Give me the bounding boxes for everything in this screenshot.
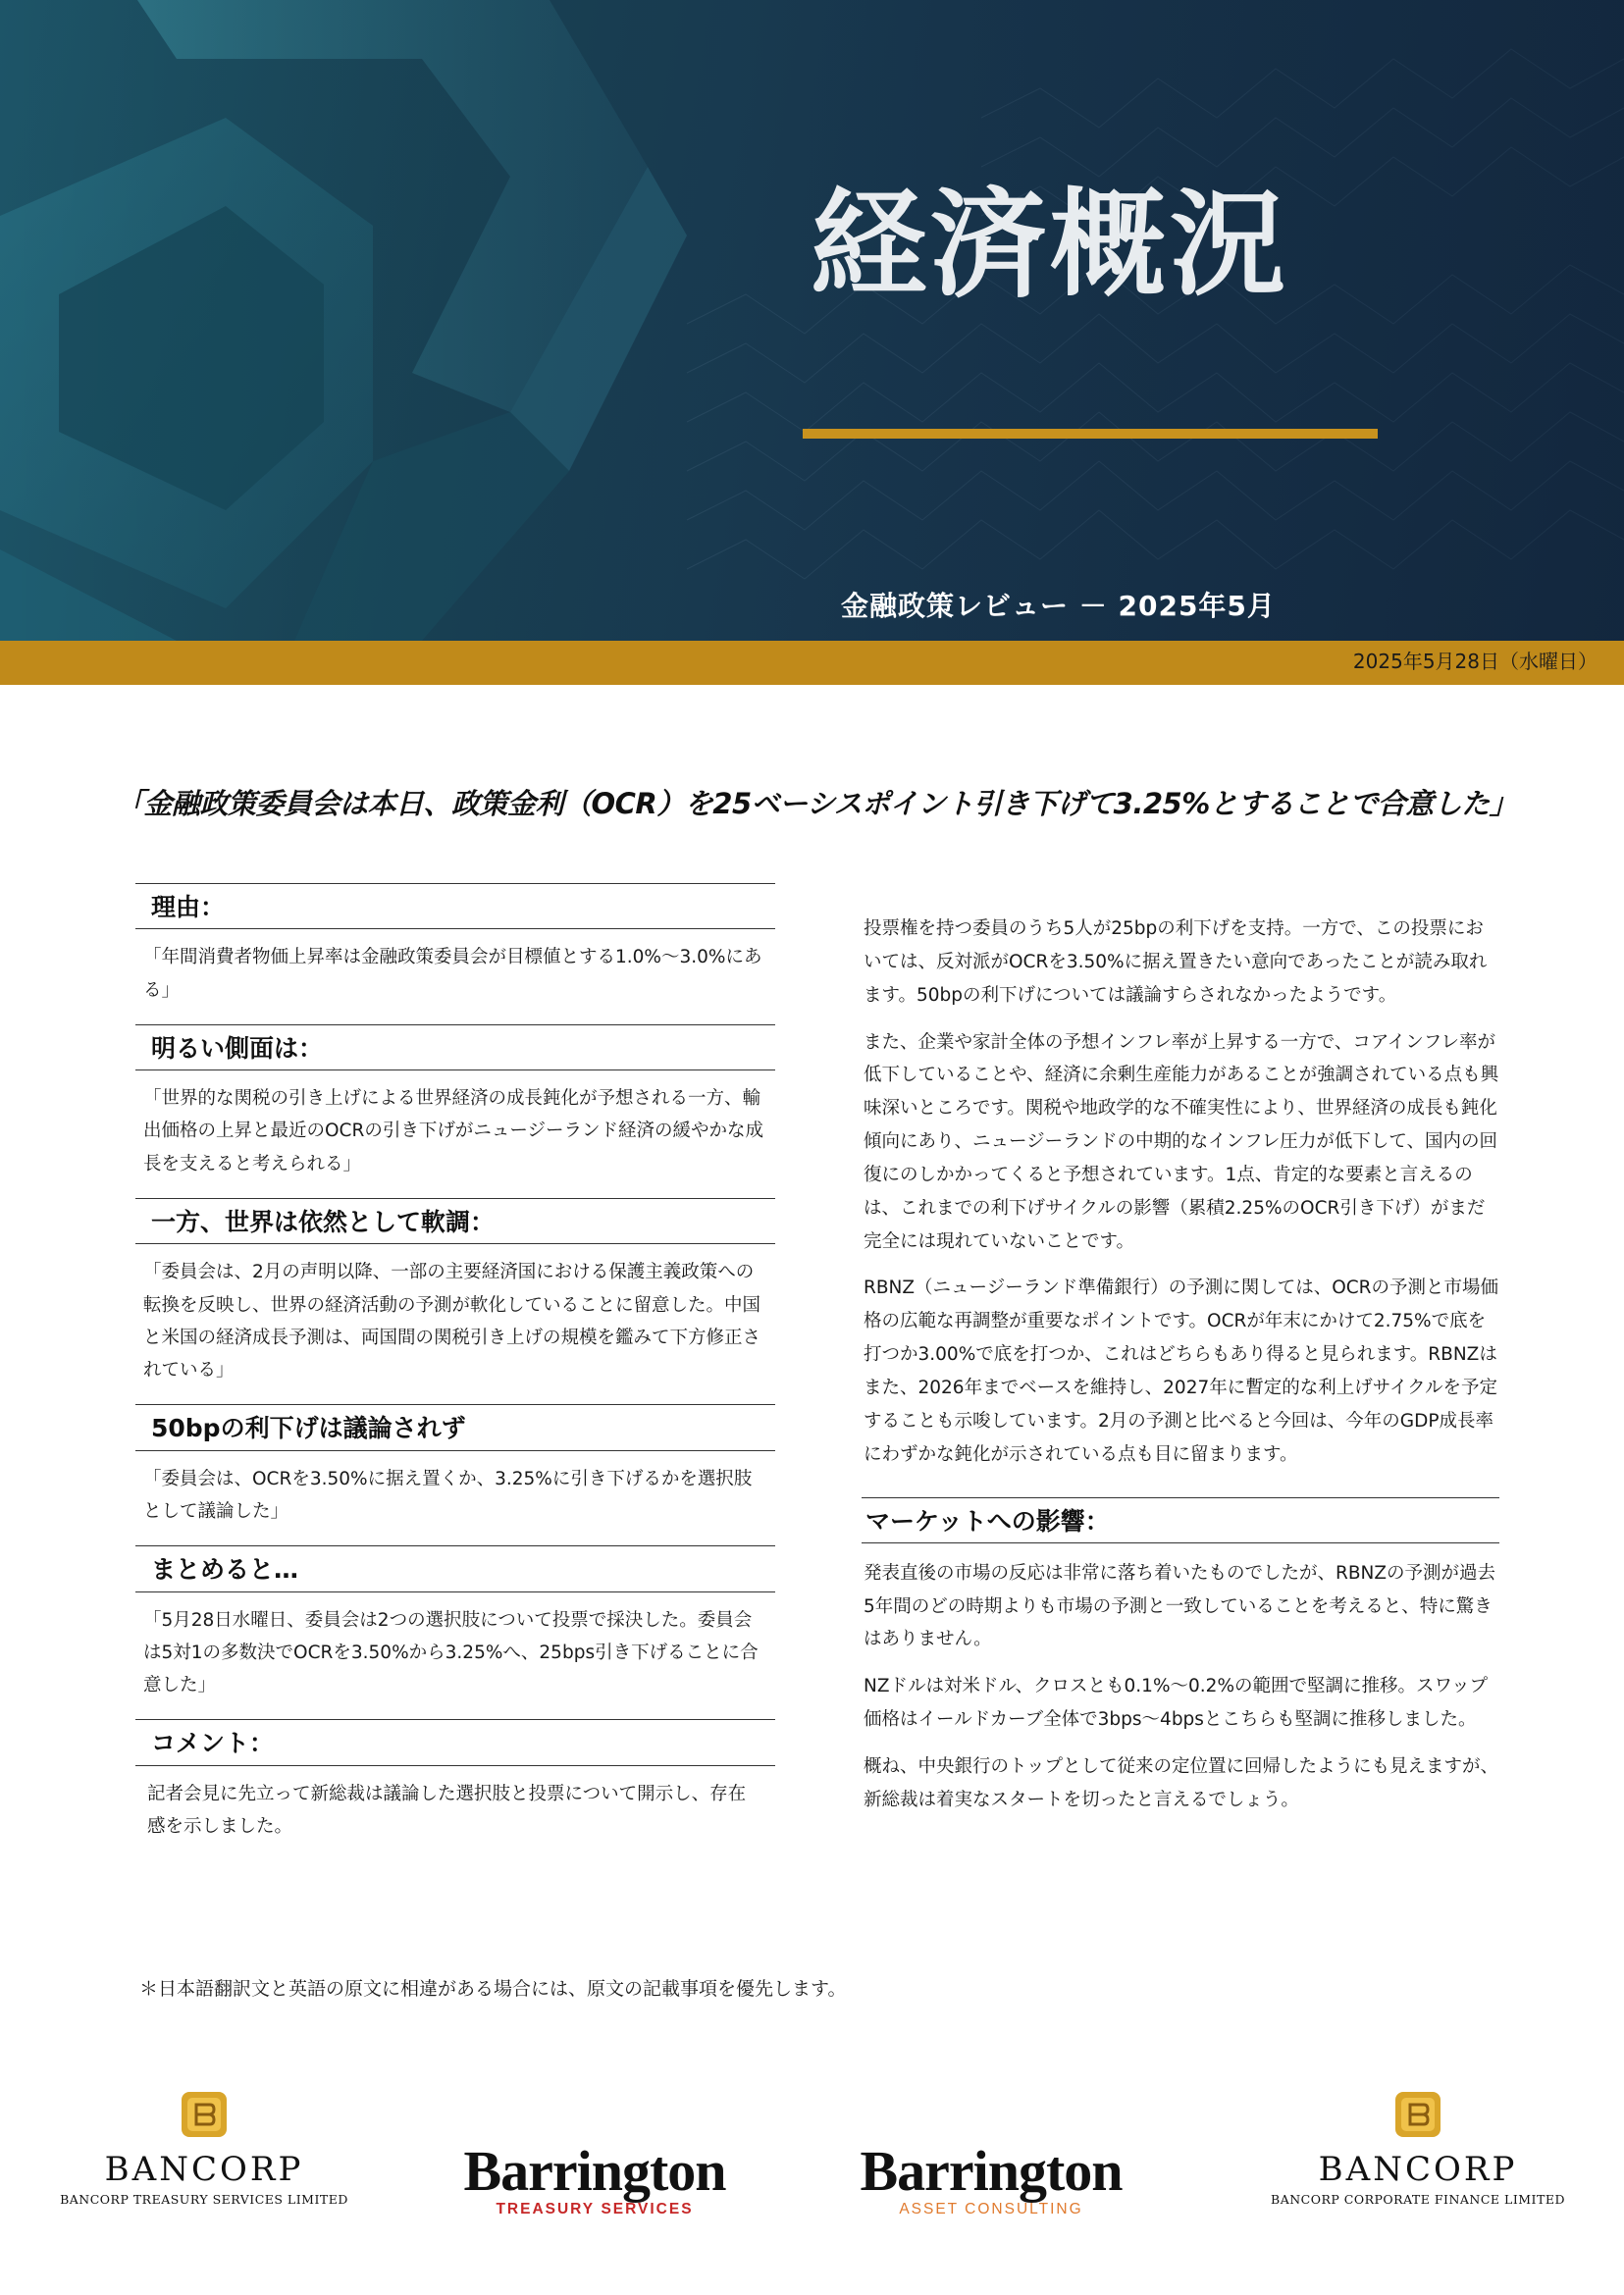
header-banner [0,0,1624,641]
bancorp-emblem-icon [180,2090,229,2139]
section-body-comment: 記者会見に先立って新総裁は議論した選択肢と投票について開示し、存在感を示しました。 [147,1783,747,1837]
bancorp-emblem-icon [1393,2090,1442,2139]
bancorp-wordmark: BANCORP [1318,2150,1518,2189]
section-body-50bp: 「委員会は、OCRを3.50%に据え置くか、3.25%に引き下げるかを選択肢として議論した」 [143,1468,753,1522]
right-column [862,913,1499,1831]
paragraph-rbnz-forecast: RBNZ（ニュージーランド準備銀行）の予測に関しては、OCRの予測と市場価格の広範な再調整が重要なポイントです。OCRが年末にかけて2.75%で底を打つか3.00%で底を打つか、これはどちらもあり得ると見られます。RBNZはまた、2026年までベースを維持し、2027年に暫定的な利上げサイクルを予定することも示唆しています。2月の予測と比べると今回は、今年のGDP成長率にわずかな鈍化が示されている点も目に留まります。 [864,1278,1499,1465]
treasury-label: TREASURY [496,2201,596,2217]
publication-date: 2025年5月28日（水曜日） [1352,650,1598,673]
barrington-wordmark: Barrington [463,2139,726,2203]
section-heading-world-weak: 一方、世界は依然として軟調： [135,1198,775,1244]
section-heading-market-impact: マーケットへの影響： [862,1497,1499,1543]
paragraph-conclusion: 概ね、中央銀行のトップとして従来の定位置に回帰したようにも見えますが、新総裁は着実なスタートを切ったと言えるでしょう。 [864,1755,1498,1810]
barrington-treasury-logo [447,2139,742,2217]
section-body-bright-side: 「世界的な関税の引き上げによる世界経済の成長鈍化が予想される一方、輸出価格の上昇と最近のOCRの引き下げがニュージーランド経済の緩やかな成長を支えると考えられる」 [143,1088,763,1174]
section-body-reason: 「年間消費者物価上昇率は金融政策委員会が目標値とする1.0%～3.0%にある」 [143,947,762,1001]
headline-quote: 「金融政策委員会は本日、政策金利（OCR）を25ベーシスポイント引き下げて3.25%とすることで合意した」 [116,787,1518,820]
barrington-asset-logo [844,2139,1138,2217]
section-heading-comment: コメント： [135,1719,775,1765]
bancorp-corporate-subtitle: BANCORP CORPORATE FINANCE LIMITED [1271,2192,1565,2207]
section-heading-summary: まとめると… [135,1545,775,1591]
paragraph-nzd-swaps: NZドルは対米ドル、クロスとも0.1%～0.2%の範囲で堅調に推移。スワップ価格はイールドカーブ全体で3bps～4bpsとこちらも堅調に推移しました。 [864,1676,1489,1731]
bancorp-wordmark: BANCORP [104,2150,304,2189]
asset-consulting-label: ASSET CONSULTING [899,2201,1083,2217]
section-heading-bright-side: 明るい側面は： [135,1024,775,1070]
services-label: SERVICES [601,2201,694,2217]
bancorp-treasury-logo [57,2090,351,2207]
bancorp-treasury-subtitle: BANCORP TREASURY SERVICES LIMITED [60,2192,348,2207]
report-subtitle: 金融政策レビュー － 2025年5月 [841,590,1276,622]
page-title: 経済概況 [811,177,1290,312]
paragraph-inflation: また、企業や家計全体の予想インフレ率が上昇する一方で、コアインフレ率が低下していることや、経済に余剰生産能力があることが強調されている点も興味深いところです。関税や地政学的な不確実性により、世界経済の成長も鈍化傾向にあり、ニュージーランドの中期的なインフレ圧力が低下して、国内の回復にのしかかってくると予想されています。1点、肯定的な要素と言えるのは、これまでの利下げサイクルの影響（累積2.25%のOCR引き下げ）がまだ完全には現れていないことです。 [864,1031,1499,1252]
banner-graphic [0,0,1624,641]
bancorp-corporate-logo [1266,2090,1570,2207]
paragraph-vote: 投票権を持つ委員のうち5人が25bpの利下げを支持。一方で、この投票においては、反対派がOCRを3.50%に据え置きたい意向であったことが読み取れます。50bpの利下げについては議論すらされなかったようです。 [864,918,1488,1006]
title-underline [803,429,1378,439]
section-heading-50bp: 50bpの利下げは議論されず [135,1404,775,1450]
section-body-summary: 「5月28日水曜日、委員会は2つの選択肢について投票で採決した。委員会は5対1の多数決でOCRを3.50%から3.25%へ、25bps引き下げることに合意した」 [143,1609,759,1696]
date-bar [0,641,1624,685]
barrington-asset-wordmark: Barrington [860,2139,1123,2203]
translation-footnote: ＊日本語翻訳文と英語の原文に相違がある場合には、原文の記載事項を優先します。 [139,1978,847,2000]
left-column [135,883,775,1860]
section-heading-reason: 理由： [135,883,775,929]
section-body-world-weak: 「委員会は、2月の声明以降、一部の主要経済国における保護主義政策への転換を反映し、世界の経済活動の予測が軟化していることに留意した。中国と米国の経済成長予測は、両国間の関税引き上げの規模を鑑みて下方修正されている」 [143,1262,761,1382]
paragraph-market-reaction: 発表直後の市場の反応は非常に落ち着いたものでしたが、RBNZの予測が過去5年間のどの時期よりも市場の予測と一致していることを考えると、特に驚きはありません。 [864,1562,1496,1650]
